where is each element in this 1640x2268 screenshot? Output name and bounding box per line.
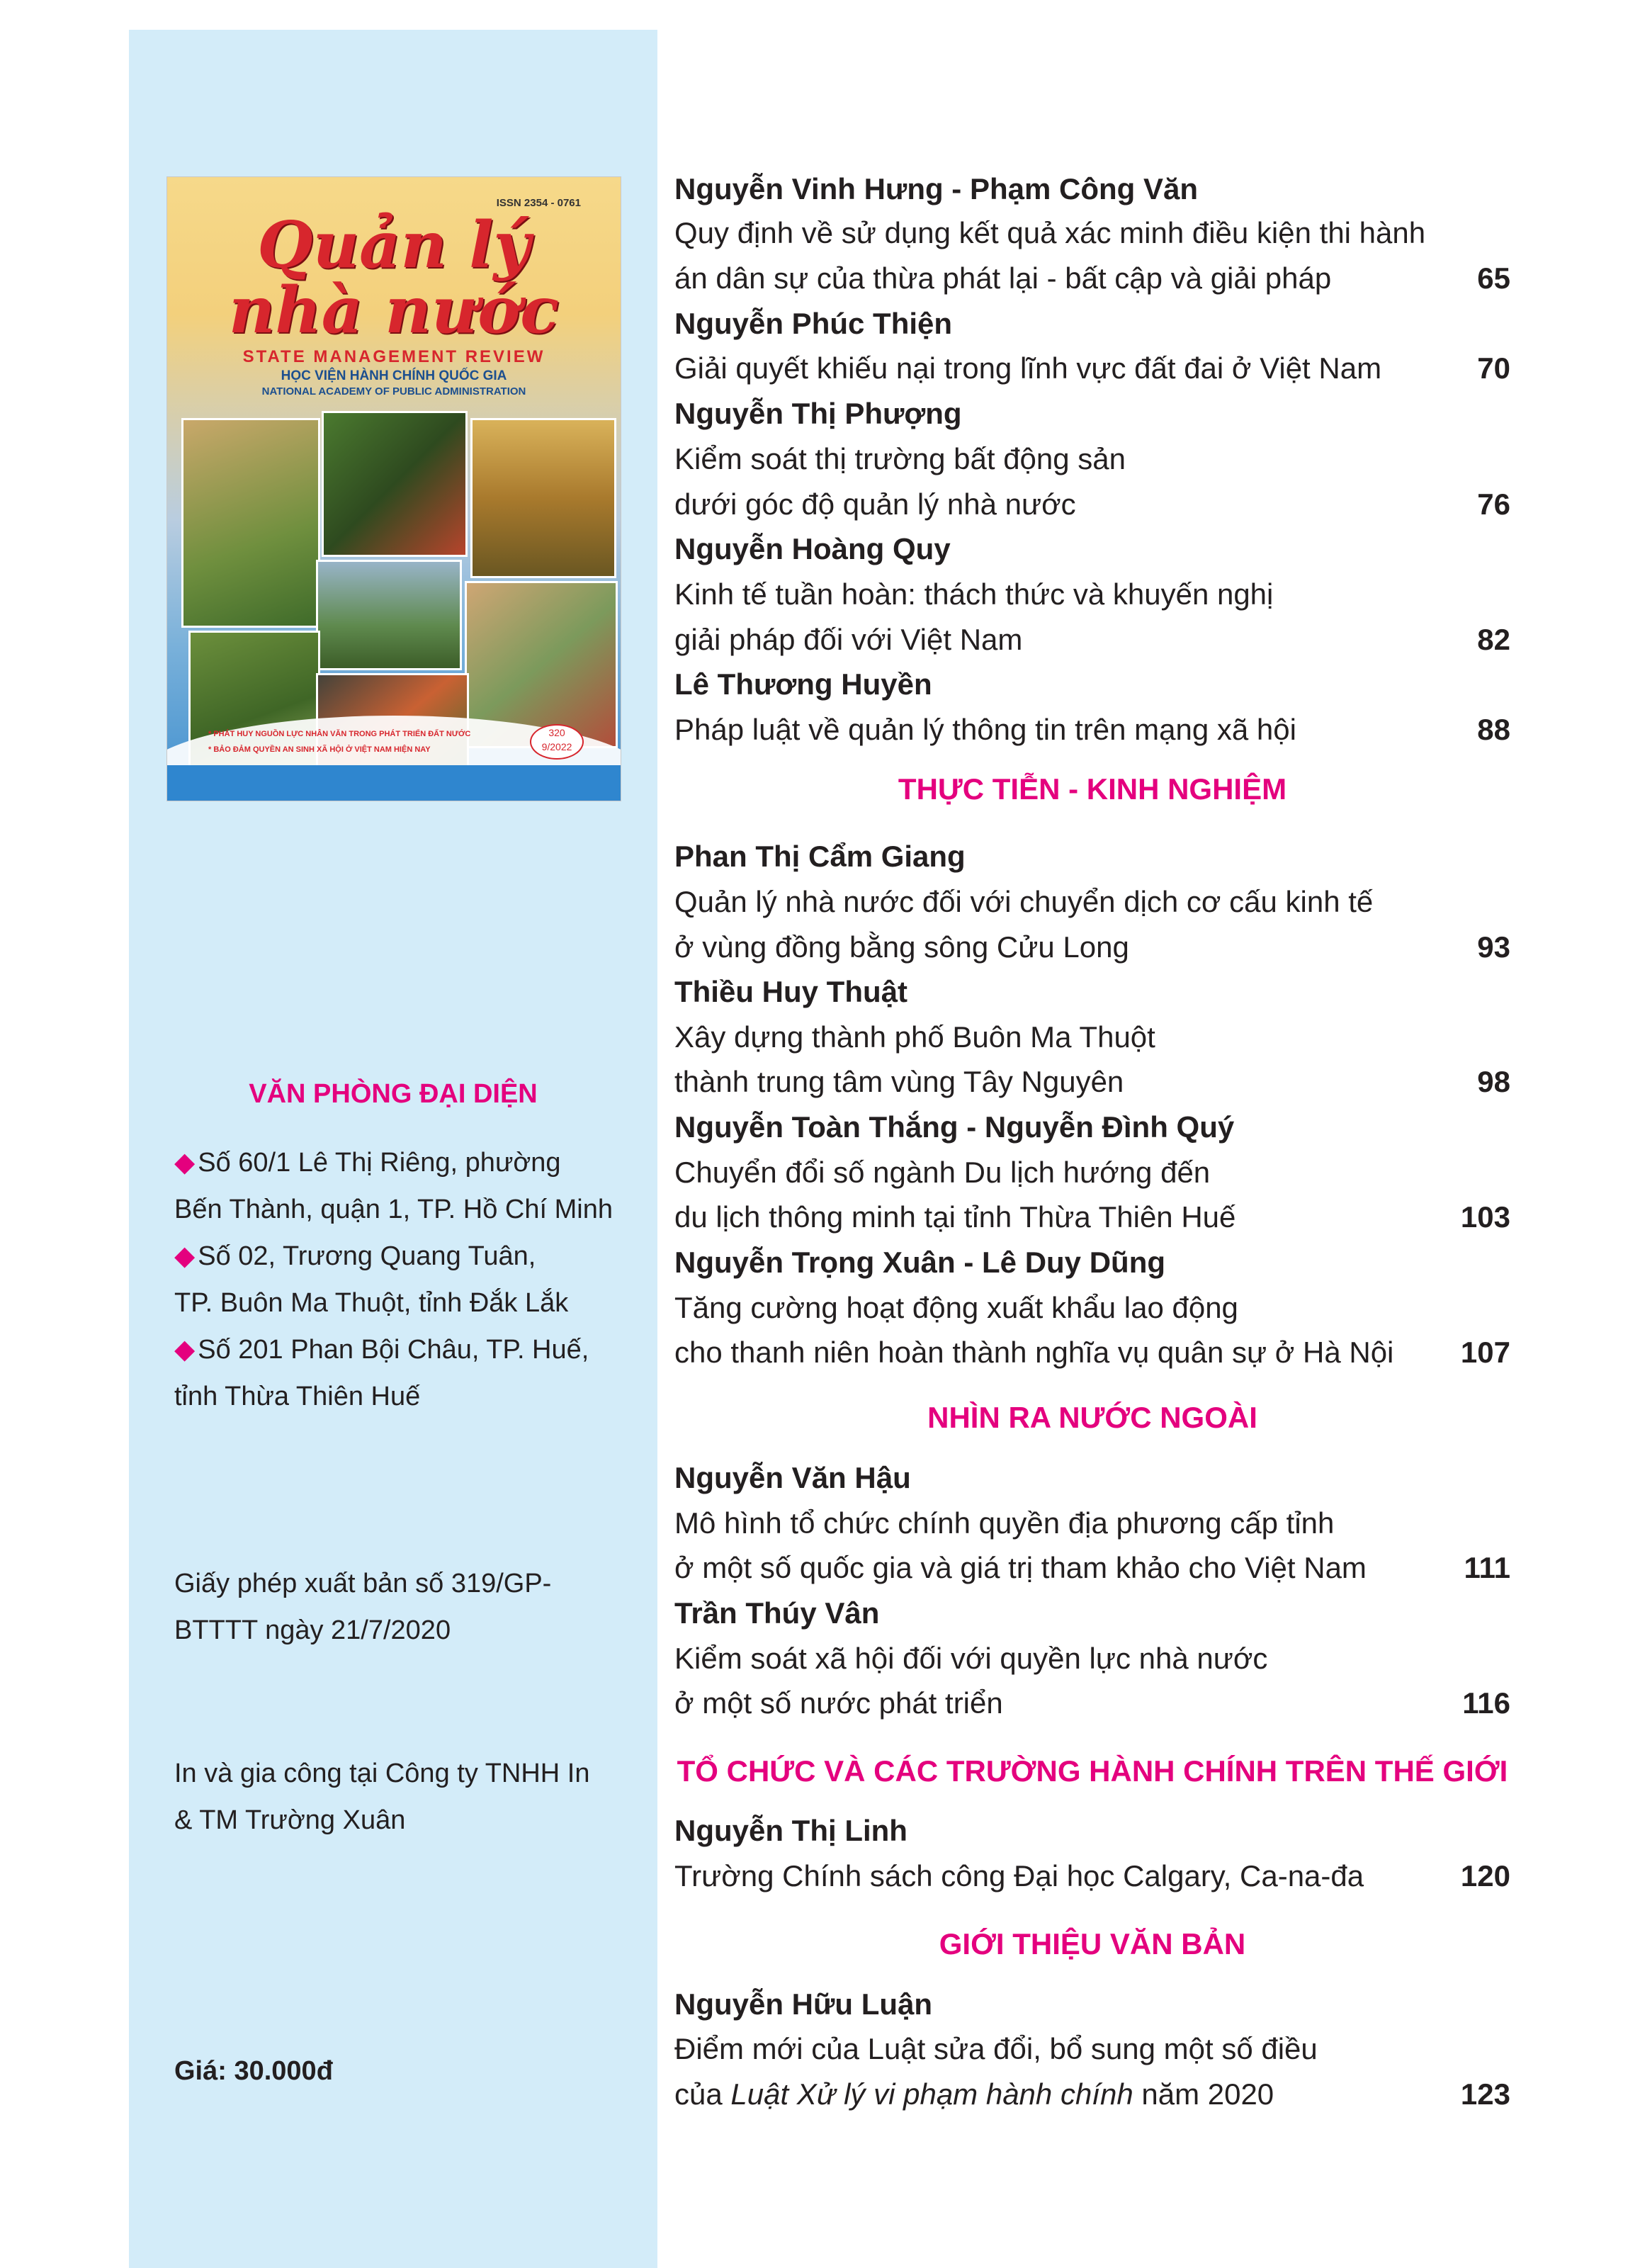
address-line: TP. Buôn Ma Thuột, tỉnh Đắk Lắk [174, 1288, 569, 1318]
toc-title-line: Kiểm soát xã hội đối với quyền lực nhà nước [674, 1642, 1268, 1675]
cover-photo-harvest [181, 418, 320, 628]
section-heading-abroad: NHÌN RA NƯỚC NGOÀI [927, 1401, 1257, 1434]
toc-page-number: 88 [1477, 713, 1510, 746]
toc-author: Nguyễn Thị Linh [674, 1814, 907, 1847]
toc-author: Thiều Huy Thuật [674, 975, 907, 1008]
toc-page-number: 107 [1460, 1336, 1510, 1369]
address-line: ◆ Số 60/1 Lê Thị Riêng, phường [174, 1148, 561, 1178]
diamond-bullet-icon: ◆ [174, 1335, 196, 1365]
toc-author: Phan Thị Cẩm Giang [674, 840, 966, 873]
toc-author: Nguyễn Hoàng Quy [674, 532, 951, 565]
toc-page-number: 82 [1477, 623, 1510, 656]
toc-title-line: Chuyển đổi số ngành Du lịch hướng đến [674, 1156, 1211, 1189]
law-name-italic: Luật Xử lý vi phạm hành chính [730, 2077, 1133, 2111]
address-line: ◆ Số 201 Phan Bội Châu, TP. Huế, [174, 1335, 589, 1365]
diamond-bullet-icon: ◆ [174, 1148, 196, 1178]
toc-title-line: Giải quyết khiếu nại trong lĩnh vực đất đai ở Việt Nam 70 [674, 351, 1510, 385]
cover-issn: ISSN 2354 - 0761 [496, 197, 581, 209]
toc-title-line: giải pháp đối với Việt Nam 82 [674, 623, 1510, 656]
toc-title-line: ở vùng đồng bằng sông Cửu Long 93 [674, 930, 1510, 964]
toc-title-line: Kinh tế tuần hoàn: thách thức và khuyến nghị [674, 577, 1274, 611]
toc-page-number: 70 [1477, 351, 1510, 385]
cover-title-line2: nhà nước [228, 273, 560, 348]
price: Giá: 30.000đ [174, 2056, 333, 2086]
printer-line: In và gia công tại Công ty TNHH In [174, 1759, 590, 1788]
toc-page-number: 123 [1460, 2077, 1510, 2111]
toc-author: Nguyễn Vinh Hưng - Phạm Công Văn [674, 172, 1198, 205]
toc-title-line: của Luật Xử lý vi phạm hành chính năm 2020 123 [674, 2077, 1510, 2111]
toc-title-line: Kiểm soát thị trường bất động sản [674, 442, 1126, 475]
toc-author: Nguyễn Phúc Thiện [674, 307, 953, 340]
printer-info [174, 1750, 656, 1844]
cover-photo-field [470, 418, 616, 578]
toc-author: Nguyễn Toàn Thắng - Nguyễn Đình Quý [674, 1110, 1235, 1144]
cover-photo-cattle [316, 560, 462, 670]
toc-title-line: ở một số nước phát triển 116 [674, 1686, 1510, 1720]
toc-author: Nguyễn Hữu Luận [674, 1987, 933, 2021]
toc-author: Nguyễn Văn Hậu [674, 1461, 911, 1494]
toc-page-number: 76 [1477, 487, 1510, 521]
toc-page-number: 65 [1477, 261, 1510, 295]
printer-line: & TM Trường Xuân [174, 1805, 406, 1835]
toc-title-line: thành trung tâm vùng Tây Nguyên 98 [674, 1065, 1510, 1098]
cover-photo-reading [322, 411, 468, 557]
cover-slogan-2: * BẢO ĐẢM QUYỀN AN SINH XÃ HỘI Ở VIỆT NAM HIỆN NAY [208, 745, 431, 754]
toc-page-number: 120 [1460, 1859, 1510, 1892]
toc-page-number: 98 [1477, 1065, 1510, 1098]
toc-author: Trần Thúy Vân [674, 1596, 880, 1630]
toc-title-line: Điểm mới của Luật sửa đổi, bổ sung một số điều [674, 2032, 1318, 2065]
license-line: BTTTT ngày 21/7/2020 [174, 1615, 451, 1645]
toc-author: Nguyễn Trọng Xuân - Lê Duy Dũng [674, 1246, 1165, 1279]
toc-title-line: Xây dựng thành phố Buôn Ma Thuột [674, 1020, 1155, 1054]
toc-page-number: 111 [1464, 1551, 1510, 1584]
cover-issue-badge [530, 724, 584, 760]
toc-author: Lê Thương Huyền [674, 667, 932, 701]
toc-title-line: Tăng cường hoạt động xuất khẩu lao động [674, 1291, 1238, 1324]
address-line: Bến Thành, quận 1, TP. Hồ Chí Minh [174, 1195, 613, 1224]
toc-title-line: án dân sự của thừa phát lại - bất cập và giải pháp 65 [674, 261, 1510, 295]
cover-title [167, 208, 621, 348]
toc-title-line: Quy định về sử dụng kết quả xác minh điều kiện thi hành [674, 216, 1426, 249]
cover-subtitle-en: STATE MANAGEMENT REVIEW [242, 347, 545, 366]
diamond-bullet-icon: ◆ [174, 1241, 196, 1271]
toc-title-line: Quản lý nhà nước đối với chuyển dịch cơ cấu kinh tế [674, 885, 1374, 918]
cover-issue-date: 9/2022 [541, 741, 572, 752]
toc-title-line: Pháp luật về quản lý thông tin trên mạng xã hội 88 [674, 713, 1510, 746]
office-heading: VĂN PHÒNG ĐẠI DIỆN [249, 1079, 538, 1109]
address-line: tỉnh Thừa Thiên Huế [174, 1382, 421, 1411]
section-heading-documents: GIỚI THIỆU VĂN BẢN [939, 1927, 1246, 1960]
cover-subtitle-academy: NATIONAL ACADEMY OF PUBLIC ADMINISTRATION [261, 385, 526, 397]
publishing-license [174, 1560, 656, 1654]
toc-title-line: du lịch thông minh tại tỉnh Thừa Thiên Huế 103 [674, 1200, 1510, 1234]
office-addresses [174, 1139, 656, 1420]
toc-title-line: Trường Chính sách công Đại học Calgary, Ca-na-đa 120 [674, 1859, 1510, 1892]
toc-title-line: ở một số quốc gia và giá trị tham khảo cho Việt Nam 111 [674, 1551, 1510, 1584]
magazine-cover [167, 177, 621, 801]
license-line: Giấy phép xuất bản số 319/GP- [174, 1569, 552, 1598]
section-heading-schools: TỔ CHỨC VÀ CÁC TRƯỜNG HÀNH CHÍNH TRÊN THẾ GIỚI [677, 1754, 1508, 1788]
cover-slogan-1: * PHÁT HUY NGUỒN LỰC NHÂN VĂN TRONG PHÁT TRIỂN ĐẤT NƯỚC [208, 730, 471, 738]
address-line: ◆ Số 02, Trương Quang Tuân, [174, 1241, 536, 1271]
cover-subtitle-vn: HỌC VIỆN HÀNH CHÍNH QUỐC GIA [281, 368, 507, 383]
section-heading-practice: THỰC TIỄN - KINH NGHIỆM [898, 772, 1287, 806]
toc-author: Nguyễn Thị Phượng [674, 397, 962, 430]
cover-title-line1: Quản lý [257, 208, 531, 283]
cover-bottom-band [167, 765, 621, 801]
toc-title-line: cho thanh niên hoàn thành nghĩa vụ quân sự ở Hà Nội 107 [674, 1336, 1510, 1369]
toc-title-line: dưới góc độ quản lý nhà nước 76 [674, 487, 1510, 521]
toc-title-line: Mô hình tổ chức chính quyền địa phương cấp tỉnh [674, 1506, 1335, 1540]
cover-issue-number: 320 [548, 727, 565, 738]
toc-page-number: 103 [1460, 1200, 1510, 1234]
toc-page-number: 93 [1477, 930, 1510, 964]
toc-page-number: 116 [1462, 1686, 1510, 1720]
